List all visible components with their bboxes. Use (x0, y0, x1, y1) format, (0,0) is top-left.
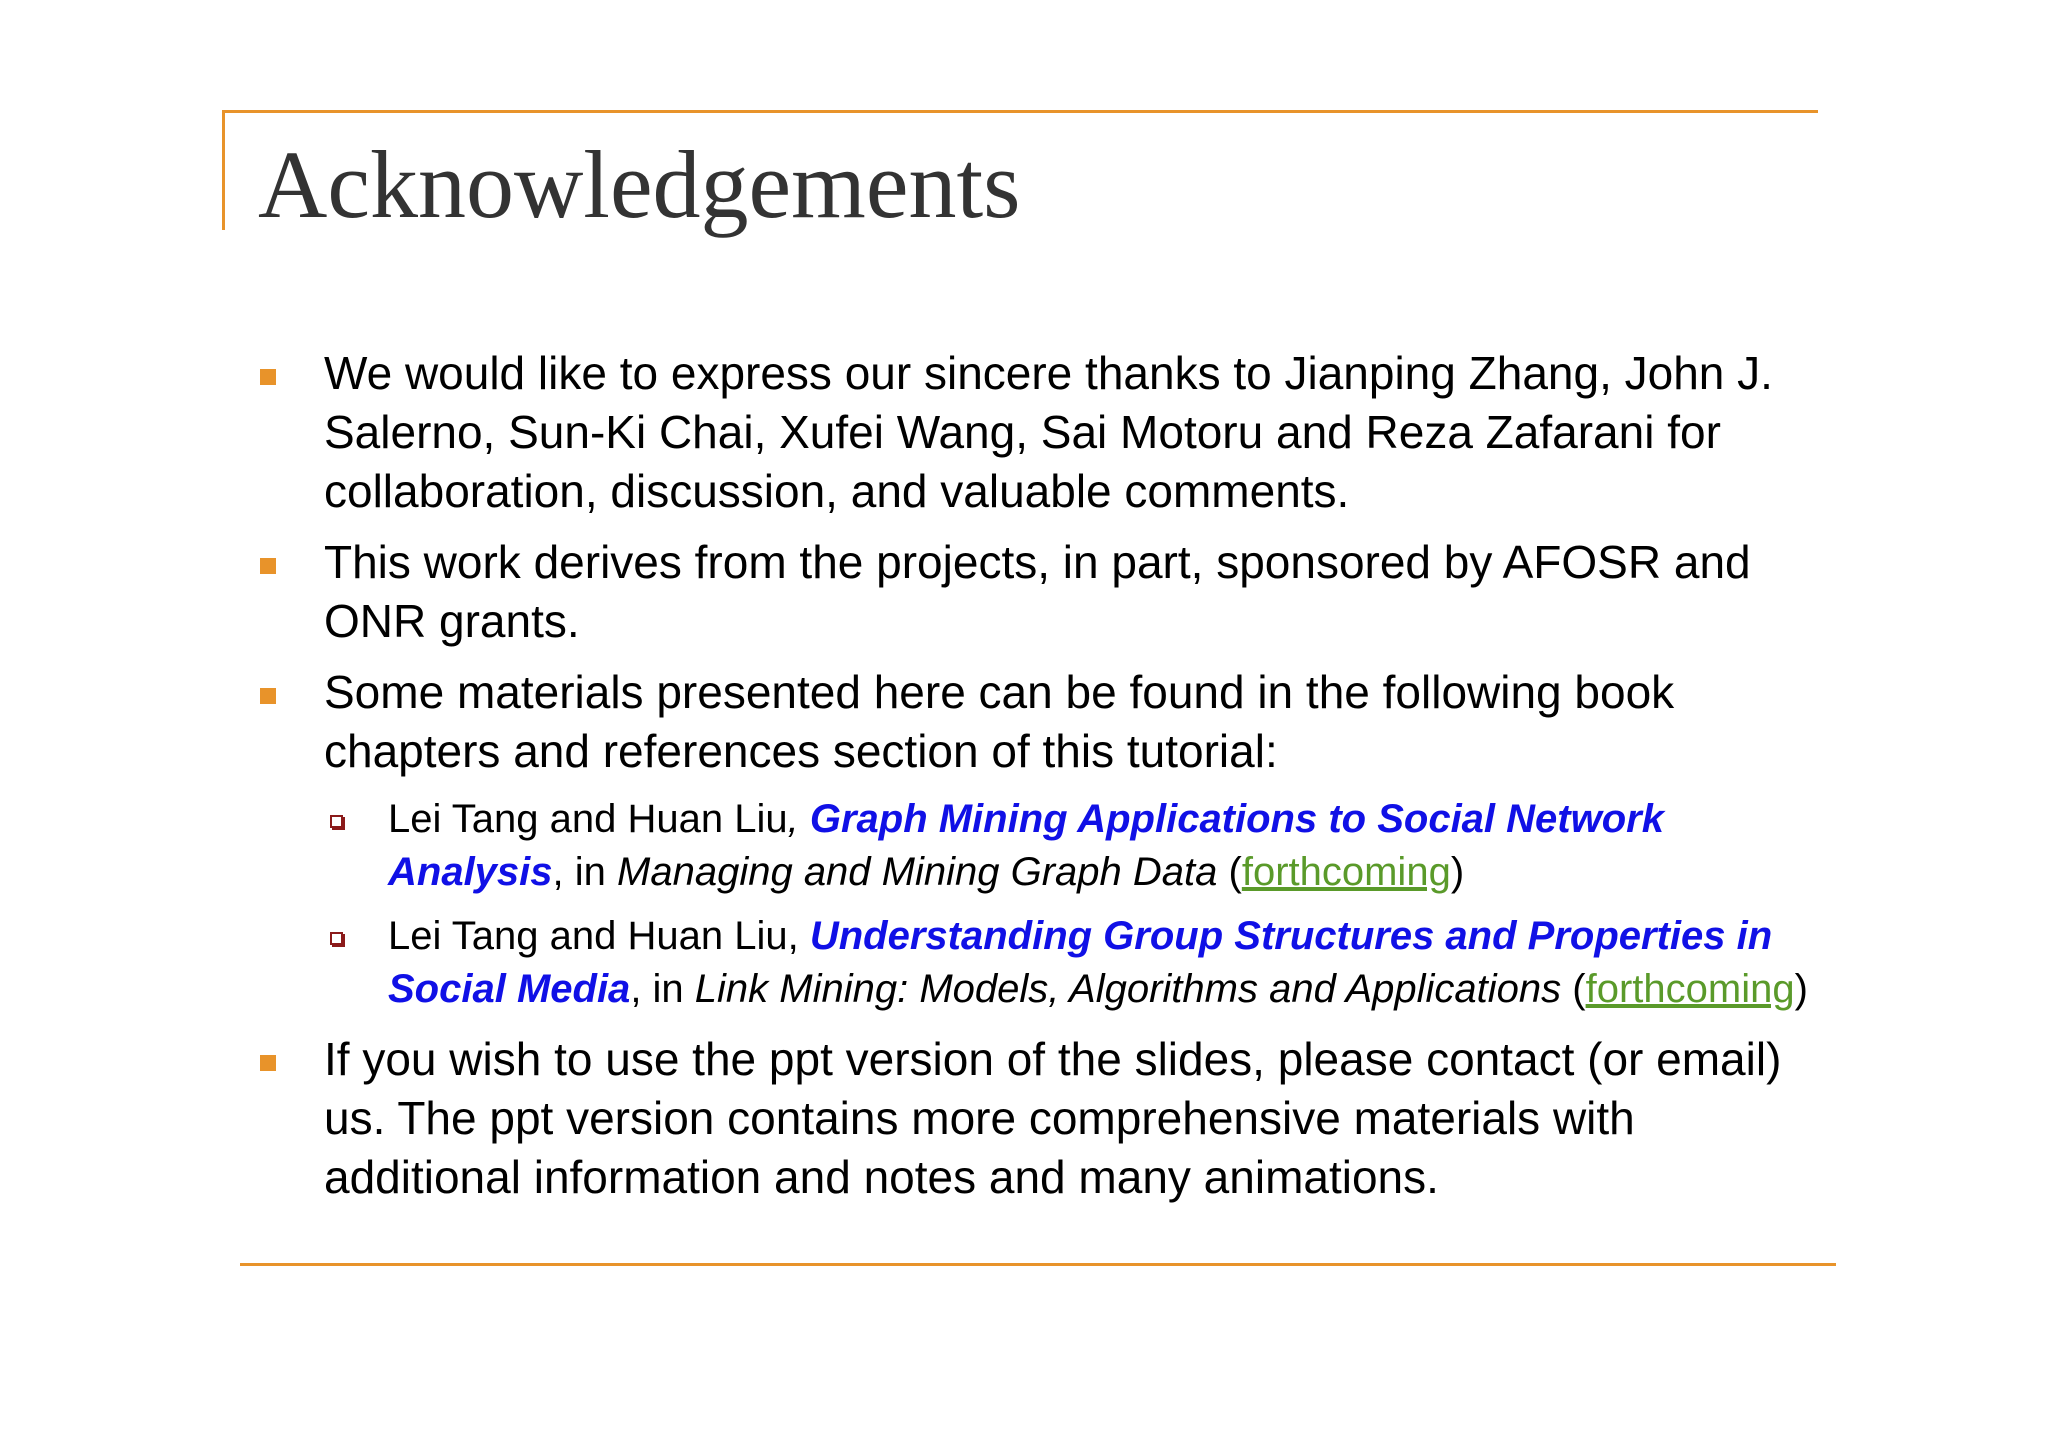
ref-in: , in (552, 850, 618, 894)
top-rule (222, 110, 1818, 113)
bottom-rule (240, 1263, 1836, 1266)
sub-bullet-square-icon (330, 932, 343, 945)
ref-authors: Lei Tang and Huan Liu (388, 914, 788, 958)
reference-list (256, 793, 1816, 1016)
ref-close-paren: ) (1794, 967, 1808, 1011)
forthcoming-link[interactable]: forthcoming (1241, 850, 1451, 894)
bullet-square-icon (260, 1055, 276, 1071)
left-rule (222, 110, 225, 230)
ref-book-title: Link Mining: Models, Algorithms and Applications (694, 967, 1562, 1011)
bullet-square-icon (260, 369, 276, 385)
ref-authors: Lei Tang and Huan Liu (388, 797, 788, 841)
ref-separator: , (787, 797, 810, 841)
ref-open-paren: ( (1217, 850, 1242, 894)
reference-item (256, 793, 1816, 899)
sub-bullet-square-icon (330, 815, 343, 828)
forthcoming-link[interactable]: forthcoming (1585, 967, 1795, 1011)
ref-chapter-title: Graph Mining Applications to Social Network Analysis (388, 797, 1664, 894)
bullet-square-icon (260, 558, 276, 574)
bullet-text: We would like to express our sincere thanks to Jianping Zhang, John J. Salerno, Sun-Ki Chai, Xufei Wang, Sai Motoru and Reza Zafarani for collaboration, discussion, and valuable comments. (324, 347, 1773, 517)
ref-chapter-title: Understanding Group Structures and Properties in Social Media (388, 914, 1773, 1011)
ref-separator: , (787, 914, 810, 958)
bullet-text: Some materials presented here can be found in the following book chapters and references section of this tutorial: (324, 666, 1675, 777)
slide-content (256, 344, 1816, 1219)
ref-book-title: Managing and Mining Graph Data (617, 850, 1218, 894)
ref-close-paren: ) (1450, 850, 1465, 894)
ref-in: , in (630, 967, 695, 1011)
bullet-thanks (256, 344, 1816, 521)
ref-open-paren: ( (1561, 967, 1586, 1011)
bullet-funding (256, 533, 1816, 651)
slide-title: Acknowledgements (258, 131, 1021, 238)
reference-item (256, 910, 1816, 1016)
bullet-materials (256, 663, 1816, 781)
bullet-ppt-version (256, 1030, 1816, 1207)
bullet-square-icon (260, 688, 276, 704)
bullet-text: If you wish to use the ppt version of the slides, please contact (or email) us. The ppt version contains more comprehensive materials with additional information and notes and many animations. (324, 1033, 1782, 1203)
bullet-text: This work derives from the projects, in part, sponsored by AFOSR and ONR grants. (324, 536, 1751, 647)
